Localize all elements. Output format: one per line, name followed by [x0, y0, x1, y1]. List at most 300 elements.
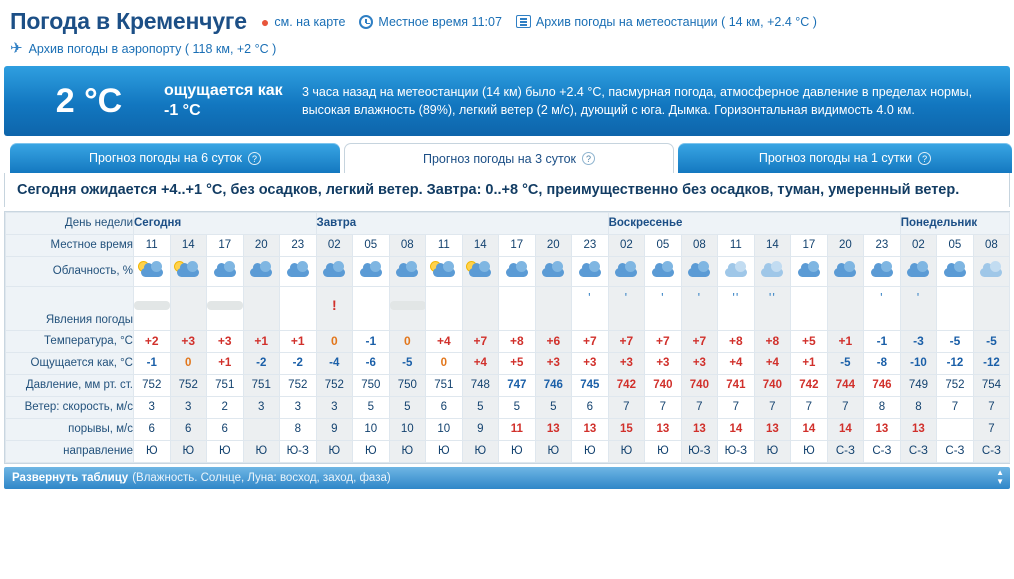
wind-speed-cell: 7: [791, 396, 828, 418]
cloud-icon: [321, 261, 347, 281]
time-cell: 11: [134, 234, 171, 256]
temperature-cell: 0: [389, 330, 426, 352]
gust-cell: 10: [389, 418, 426, 440]
station-icon: [516, 15, 531, 28]
rain-icon: ': [588, 289, 592, 305]
phenomena-cell: [134, 286, 171, 330]
cloud-icon: [759, 261, 785, 281]
rain-icon: ': [697, 289, 702, 305]
wind-speed-cell: 3: [280, 396, 317, 418]
time-cell: 17: [207, 234, 244, 256]
cloud-icon: [978, 261, 1004, 281]
row-label-clouds: Облачность, %: [6, 256, 134, 286]
direction-cell: Ю: [462, 440, 499, 462]
table-row-days: [6, 212, 1010, 234]
arrow-up-icon[interactable]: ▲: [996, 467, 1004, 477]
pressure-cell: 751: [243, 374, 280, 396]
gust-cell: [243, 418, 280, 440]
plane-icon: ✈: [10, 40, 23, 57]
feels-cell: +4: [754, 352, 791, 374]
cloud-icon: [212, 261, 238, 281]
time-cell: 05: [353, 234, 390, 256]
fog-icon: [207, 301, 243, 310]
airport-archive-label: Архив погоды в аэропорту ( 118 км, +2 °C ): [28, 41, 277, 56]
tab-3-days[interactable]: [344, 143, 674, 173]
row-label-time: Местное время: [6, 234, 134, 256]
feels-like: ощущается как -1 °C: [164, 82, 283, 119]
cloud-cell: [718, 256, 755, 286]
table-row-clouds: [6, 256, 1010, 286]
gust-cell: 15: [608, 418, 645, 440]
cloud-cell: [134, 256, 171, 286]
phenomena-cell: [280, 286, 317, 330]
rain-icon: ': [916, 289, 921, 305]
temperature-cell: +1: [243, 330, 280, 352]
direction-cell: С-З: [973, 440, 1010, 462]
phenomena-cell: [827, 286, 864, 330]
table-row-time: [6, 234, 1010, 256]
cloud-icon: [832, 261, 858, 281]
feels-cell: +3: [608, 352, 645, 374]
direction-cell: Ю: [134, 440, 171, 462]
table-row-wind-speed: [6, 396, 1010, 418]
cloud-icon: [248, 261, 274, 281]
time-cell: 23: [280, 234, 317, 256]
phenomena-cell: [207, 286, 244, 330]
table-row-direction: [6, 440, 1010, 462]
sun-cloud-icon: [139, 261, 165, 281]
gust-cell: 14: [791, 418, 828, 440]
gust-cell: 6: [207, 418, 244, 440]
feels-cell: -2: [280, 352, 317, 374]
temperature-cell: +1: [280, 330, 317, 352]
wind-speed-cell: 7: [718, 396, 755, 418]
row-label-temp: Температура, °C: [6, 330, 134, 352]
temperature-cell: +4: [426, 330, 463, 352]
gust-cell: 9: [316, 418, 353, 440]
station-archive-link[interactable]: [516, 15, 817, 29]
pressure-cell: 741: [718, 374, 755, 396]
pressure-cell: 751: [426, 374, 463, 396]
day-header: Сегодня: [134, 212, 317, 234]
direction-cell: Ю: [243, 440, 280, 462]
temperature-cell: -1: [864, 330, 901, 352]
time-cell: 02: [608, 234, 645, 256]
rain-icon: ': [661, 289, 665, 305]
direction-cell: Ю: [572, 440, 609, 462]
temperature-cell: 0: [316, 330, 353, 352]
rain-icon: ': [624, 289, 629, 305]
pressure-cell: 752: [937, 374, 974, 396]
cloud-icon: [577, 261, 603, 281]
time-cell: 11: [426, 234, 463, 256]
warning-icon: !: [331, 296, 337, 313]
cloud-cell: [426, 256, 463, 286]
local-time-label: Местное время 11:07: [378, 14, 502, 29]
direction-cell: Ю: [316, 440, 353, 462]
phenomena-cell: [462, 286, 499, 330]
feels-cell: +3: [645, 352, 682, 374]
cloud-icon: [686, 261, 712, 281]
pressure-cell: 749: [900, 374, 937, 396]
time-cell: 05: [937, 234, 974, 256]
wind-speed-cell: 2: [207, 396, 244, 418]
wind-speed-cell: 5: [353, 396, 390, 418]
row-label-wind-speed: Ветер: скорость, м/с: [6, 396, 134, 418]
gust-cell: 8: [280, 418, 317, 440]
direction-cell: С-З: [900, 440, 937, 462]
direction-cell: С-З: [937, 440, 974, 462]
clock-icon: [359, 15, 373, 29]
local-time: [359, 15, 502, 29]
time-cell: 02: [316, 234, 353, 256]
gust-cell: 14: [718, 418, 755, 440]
direction-cell: Ю: [353, 440, 390, 462]
cloud-cell: [462, 256, 499, 286]
rain-icon: '': [768, 289, 776, 305]
tab-6-days[interactable]: [10, 143, 340, 173]
direction-cell: Ю: [426, 440, 463, 462]
time-cell: 20: [827, 234, 864, 256]
direction-cell: С-З: [827, 440, 864, 462]
phenomena-cell: [535, 286, 572, 330]
row-label-phenomena: Явления погоды: [6, 286, 134, 330]
gust-cell: 7: [973, 418, 1010, 440]
help-icon[interactable]: ?: [582, 152, 595, 165]
forecast-table-wrapper: [4, 211, 1010, 464]
phenomena-cell: [645, 286, 682, 330]
feels-cell: -8: [864, 352, 901, 374]
sun-cloud-icon: [467, 261, 493, 281]
cloud-cell: [353, 256, 390, 286]
expand-table-hint: (Влажность. Солнце, Луна: восход, заход, фаза): [132, 471, 391, 484]
current-temperature: 2 °C: [55, 81, 123, 120]
phenomena-cell: [937, 286, 974, 330]
fog-icon: [134, 301, 170, 310]
cloud-icon: [285, 261, 311, 281]
gust-cell: 13: [535, 418, 572, 440]
direction-cell: Ю: [791, 440, 828, 462]
wind-speed-cell: 7: [645, 396, 682, 418]
temperature-cell: -5: [973, 330, 1010, 352]
gust-cell: 10: [426, 418, 463, 440]
wind-speed-cell: 7: [754, 396, 791, 418]
wind-speed-cell: 8: [864, 396, 901, 418]
time-cell: 17: [791, 234, 828, 256]
pressure-cell: 746: [535, 374, 572, 396]
phenomena-cell: [316, 286, 353, 330]
phenomena-cell: [243, 286, 280, 330]
table-row-phenomena: [6, 286, 1010, 330]
feels-cell: -2: [243, 352, 280, 374]
wind-speed-cell: 7: [681, 396, 718, 418]
temperature-cell: +7: [608, 330, 645, 352]
cloud-icon: [540, 261, 566, 281]
phenomena-cell: [170, 286, 207, 330]
pressure-cell: 744: [827, 374, 864, 396]
gust-cell: 11: [499, 418, 536, 440]
cloud-cell: [280, 256, 317, 286]
title-row: [10, 8, 1004, 35]
temperature-cell: +8: [754, 330, 791, 352]
feels-cell: -12: [937, 352, 974, 374]
direction-cell: Ю-З: [280, 440, 317, 462]
cloud-cell: [827, 256, 864, 286]
gust-cell: 9: [462, 418, 499, 440]
current-conditions-bar: [4, 66, 1010, 136]
expand-table-label[interactable]: Развернуть таблицу: [12, 471, 129, 484]
map-link-label: см. на карте: [274, 14, 346, 29]
phenomena-cell: [681, 286, 718, 330]
feels-cell: +4: [718, 352, 755, 374]
gust-cell: 13: [900, 418, 937, 440]
row-label-gusts: порывы, м/с: [6, 418, 134, 440]
pin-icon: ●: [260, 13, 270, 30]
arrow-down-icon[interactable]: ▼: [996, 476, 1004, 486]
wind-speed-cell: 7: [827, 396, 864, 418]
cloud-cell: [316, 256, 353, 286]
feels-cell: 0: [170, 352, 207, 374]
temperature-cell: +5: [791, 330, 828, 352]
gust-cell: 13: [572, 418, 609, 440]
help-icon[interactable]: ?: [918, 152, 931, 165]
pressure-cell: 752: [170, 374, 207, 396]
temperature-cell: +2: [134, 330, 171, 352]
pressure-cell: 750: [353, 374, 390, 396]
fog-icon: [390, 301, 426, 310]
temperature-cell: +7: [572, 330, 609, 352]
wind-speed-cell: 3: [170, 396, 207, 418]
pressure-cell: 747: [499, 374, 536, 396]
time-cell: 08: [389, 234, 426, 256]
pressure-cell: 754: [973, 374, 1010, 396]
temperature-cell: +3: [170, 330, 207, 352]
wind-speed-cell: 7: [608, 396, 645, 418]
phenomena-cell: [499, 286, 536, 330]
cloud-cell: [864, 256, 901, 286]
cloud-cell: [207, 256, 244, 286]
row-label-feels: Ощущается как, °C: [6, 352, 134, 374]
feels-cell: -12: [973, 352, 1010, 374]
forecast-table: [5, 212, 1010, 463]
feels-cell: -5: [389, 352, 426, 374]
time-cell: 20: [535, 234, 572, 256]
temperature-cell: +3: [207, 330, 244, 352]
phenomena-cell: [973, 286, 1010, 330]
cloud-icon: [905, 261, 931, 281]
gust-cell: 13: [681, 418, 718, 440]
direction-cell: Ю-З: [681, 440, 718, 462]
wind-speed-cell: 8: [900, 396, 937, 418]
cloud-icon: [504, 261, 530, 281]
feels-cell: -10: [900, 352, 937, 374]
table-row-pressure: [6, 374, 1010, 396]
wind-speed-cell: 7: [937, 396, 974, 418]
row-label-day: День недели: [6, 212, 134, 234]
direction-cell: Ю: [389, 440, 426, 462]
temperature-cell: -1: [353, 330, 390, 352]
feels-cell: +1: [791, 352, 828, 374]
wind-speed-cell: 3: [243, 396, 280, 418]
gust-cell: 13: [645, 418, 682, 440]
direction-cell: С-З: [864, 440, 901, 462]
tab-1-day[interactable]: [678, 143, 1012, 173]
feels-cell: 0: [426, 352, 463, 374]
sun-cloud-icon: [175, 261, 201, 281]
phenomena-cell: [718, 286, 755, 330]
feels-cell: -4: [316, 352, 353, 374]
gust-cell: 6: [134, 418, 171, 440]
cloud-cell: [973, 256, 1010, 286]
pressure-cell: 750: [389, 374, 426, 396]
cloud-cell: [791, 256, 828, 286]
time-cell: 08: [681, 234, 718, 256]
time-cell: 14: [170, 234, 207, 256]
phenomena-cell: [353, 286, 390, 330]
conditions-description: 3 часа назад на метеостанции (14 км) было +2.4 °C, пасмурная погода, атмосферное давление в пределах нормы, высокая влажность (89%), легкий ветер (2 м/с), дующий с юга. Дымка. Горизонтальная видимость 4.0 км.: [302, 84, 973, 117]
rain-icon: ': [880, 289, 884, 305]
rain-icon: '': [732, 289, 740, 305]
forecast-tabs: [4, 143, 1010, 173]
wind-speed-cell: 5: [499, 396, 536, 418]
feels-cell: +5: [499, 352, 536, 374]
pressure-cell: 742: [608, 374, 645, 396]
wind-speed-cell: 5: [462, 396, 499, 418]
gust-cell: 14: [827, 418, 864, 440]
gust-cell: 13: [754, 418, 791, 440]
phenomena-cell: [572, 286, 609, 330]
feels-cell: +4: [462, 352, 499, 374]
cloud-icon: [869, 261, 895, 281]
gust-cell: 13: [864, 418, 901, 440]
day-header: Понедельник: [900, 212, 1010, 234]
pressure-cell: 751: [207, 374, 244, 396]
cloud-cell: [681, 256, 718, 286]
scroll-arrows[interactable]: [996, 469, 1004, 486]
cloud-cell: [754, 256, 791, 286]
row-label-pressure: Давление, мм рт. ст.: [6, 374, 134, 396]
gust-cell: [937, 418, 974, 440]
table-row-gusts: [6, 418, 1010, 440]
sun-cloud-icon: [431, 261, 457, 281]
cloud-cell: [572, 256, 609, 286]
phenomena-cell: [426, 286, 463, 330]
cloud-icon: [394, 261, 420, 281]
cloud-cell: [170, 256, 207, 286]
help-icon[interactable]: ?: [248, 152, 261, 165]
wind-speed-cell: 5: [389, 396, 426, 418]
pressure-cell: 740: [681, 374, 718, 396]
cloud-icon: [650, 261, 676, 281]
row-label-direction: направление: [6, 440, 134, 462]
forecast-summary-text: Сегодня ожидается +4..+1 °C, без осадков, легкий ветер. Завтра: 0..+8 °C, преимущественно без осадков, туман, умеренный ветер.: [4, 173, 1010, 207]
time-cell: 11: [718, 234, 755, 256]
pressure-cell: 752: [316, 374, 353, 396]
pressure-cell: 740: [645, 374, 682, 396]
wind-speed-cell: 7: [973, 396, 1010, 418]
cloud-icon: [613, 261, 639, 281]
temperature-cell: -3: [900, 330, 937, 352]
temperature-cell: +7: [462, 330, 499, 352]
cloud-cell: [937, 256, 974, 286]
cloud-cell: [389, 256, 426, 286]
direction-cell: Ю: [608, 440, 645, 462]
feels-cell: -6: [353, 352, 390, 374]
time-cell: 23: [572, 234, 609, 256]
day-header: Завтра: [316, 212, 608, 234]
cloud-icon: [358, 261, 384, 281]
wind-speed-cell: 6: [426, 396, 463, 418]
temperature-cell: +6: [535, 330, 572, 352]
cloud-cell: [499, 256, 536, 286]
phenomena-cell: [864, 286, 901, 330]
phenomena-cell: [389, 286, 426, 330]
cloud-cell: [243, 256, 280, 286]
time-cell: 02: [900, 234, 937, 256]
direction-cell: Ю: [499, 440, 536, 462]
page-header: [0, 0, 1014, 60]
tab-3-days-label: Прогноз погоды на 3 суток: [422, 151, 577, 166]
cloud-cell: [535, 256, 572, 286]
cloud-cell: [900, 256, 937, 286]
temperature-cell: -5: [937, 330, 974, 352]
feels-cell: +3: [535, 352, 572, 374]
wind-speed-cell: 6: [572, 396, 609, 418]
pressure-cell: 746: [864, 374, 901, 396]
temperature-cell: +8: [499, 330, 536, 352]
pressure-cell: 748: [462, 374, 499, 396]
phenomena-cell: [754, 286, 791, 330]
feels-cell: +1: [207, 352, 244, 374]
feels-cell: -1: [134, 352, 171, 374]
temperature-cell: +7: [681, 330, 718, 352]
table-row-feels: [6, 352, 1010, 374]
cloud-cell: [645, 256, 682, 286]
time-cell: 05: [645, 234, 682, 256]
feels-cell: +3: [572, 352, 609, 374]
time-cell: 23: [864, 234, 901, 256]
direction-cell: Ю: [170, 440, 207, 462]
cloud-icon: [796, 261, 822, 281]
direction-cell: Ю: [645, 440, 682, 462]
feels-cell: +3: [681, 352, 718, 374]
wind-speed-cell: 3: [316, 396, 353, 418]
pressure-cell: 752: [134, 374, 171, 396]
wind-speed-cell: 5: [535, 396, 572, 418]
direction-cell: Ю: [535, 440, 572, 462]
gust-cell: 6: [170, 418, 207, 440]
day-header: Воскресенье: [608, 212, 900, 234]
pressure-cell: 752: [280, 374, 317, 396]
page-title: Погода в Кременчуге: [10, 8, 247, 34]
table-row-temperature: [6, 330, 1010, 352]
time-cell: 14: [754, 234, 791, 256]
tab-6-days-label: Прогноз погоды на 6 суток: [88, 151, 243, 165]
direction-cell: Ю: [754, 440, 791, 462]
phenomena-cell: [791, 286, 828, 330]
expand-table-bar[interactable]: [4, 467, 1010, 489]
airport-archive-link[interactable]: [10, 41, 1004, 56]
tab-1-day-label: Прогноз погоды на 1 сутки: [758, 151, 913, 165]
direction-cell: Ю: [207, 440, 244, 462]
pressure-cell: 740: [754, 374, 791, 396]
temperature-cell: +8: [718, 330, 755, 352]
time-cell: 08: [973, 234, 1010, 256]
cloud-icon: [942, 261, 968, 281]
temperature-cell: +7: [645, 330, 682, 352]
temperature-cell: +1: [827, 330, 864, 352]
map-link[interactable]: [261, 15, 346, 29]
